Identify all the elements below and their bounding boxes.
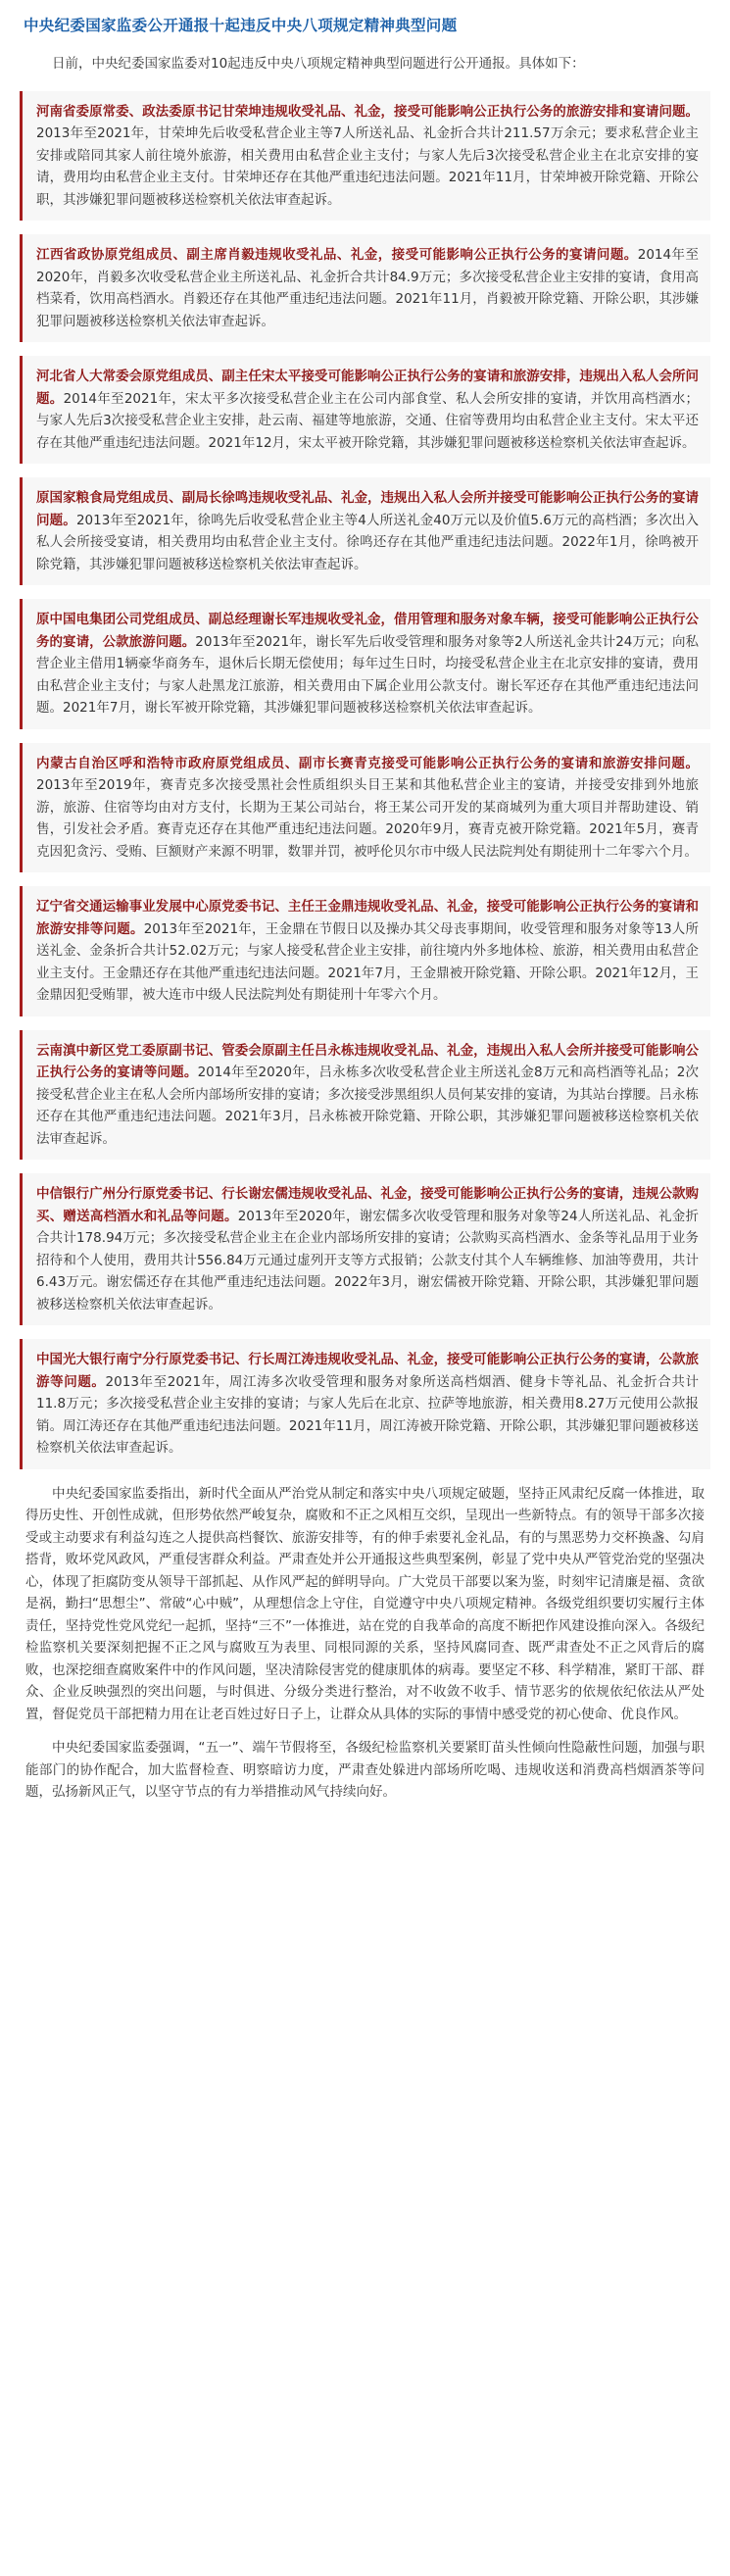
case-headline: 河南省委原常委、政法委原书记甘荣坤违规收受礼品、礼金，接受可能影响公正执行公务的旅游安排和宴请问题。	[36, 103, 699, 120]
case-text	[36, 1040, 699, 1151]
case-card-4	[20, 477, 710, 585]
intro-paragraph: 日前，中央纪委国家监委对10起违反中央八项规定精神典型问题进行公开通报。具体如下：	[52, 56, 585, 72]
case-headline: 中国光大银行南宁分行原党委书记、行长周江涛违规收受礼品、礼金，接受可能影响公正执行公务的宴请，公款旅游等问题。	[36, 1352, 699, 1390]
case-body: 2013年至2019年，赛青克多次接受黑社会性质组织头目王某和其他私营企业主的宴请，并接受安排到外地旅游，旅游、住宿等均由对方支付，长期为王某公司站台，将王某公司开发的某商城列为重大项目并帮助建设、销售，引发社会矛盾。赛青克还存在其他严重违纪违法问题。2020年9月，赛青克被开除党籍。2021年5月，赛青克因犯贪污、受贿、巨额财产来源不明罪，数罪并罚，被呼伦贝尔市中级人民法院判处有期徒刑十二年零六个月。	[36, 777, 699, 860]
closing-paragraph-1: 中央纪委国家监委指出，新时代全面从严治党从制定和落实中央八项规定破题，坚持正风肃纪反腐一体推进，取得历史性、开创性成就，但形势依然严峻复杂，腐败和不正之风相互交织，呈现出一些新特点。有的领导干部多次接受或主动要求有利益勾连之人提供高档餐饮、旅游安排等，有的伸手索要礼金礼品，有的与黑恶势力交杯换盏、勾肩搭背，败坏党风政风，严重侵害群众利益。严肃查处并公开通报这些典型案例，彰显了党中央从严管党治党的坚强决心，体现了拒腐防变从领导干部抓起、从作风严起的鲜明导向。广大党员干部要以案为鉴，时刻牢记清廉是福、贪欲是祸，勤扫“思想尘”、常破“心中贼”，从理想信念上守住，自觉遵守中央八项规定精神。各级党组织要切实履行主体责任，坚持党性党风党纪一起抓，坚持“三不”一体推进，站在党的自我革命的高度不断把作风建设推向深入。各级纪检监察机关要深刻把握不正之风与腐败互为表里、同根同源的关系，坚持风腐同查、既严肃查处不正之风背后的腐败，也深挖细查腐败案件中的作风问题，坚决清除侵害党的健康肌体的病毒。要坚定不移、科学精准，紧盯干部、群众、企业反映强烈的突出问题，与时俱进、分级分类进行整治，对不收敛不收手、情节恶劣的依规依纪依法从严处置，督促党员干部把精力用在让老百姓过好日子上，让群众从具体的实际的事情中感受党的初心使命、优良作风。	[25, 1485, 705, 1722]
case-headline: 辽宁省交通运输事业发展中心原党委书记、主任王金鼎违规收受礼品、礼金，接受可能影响公正执行公务的宴请和旅游安排等问题。	[36, 899, 699, 937]
case-headline: 原中国电集团公司党组成员、副总经理谢长军违规收受礼金，借用管理和服务对象车辆，接受可能影响公正执行公务的宴请，公款旅游问题。	[36, 612, 699, 650]
case-body: 2014年至2021年，宋太平多次接受私营企业主在公司内部食堂、私人会所安排的宴请，并饮用高档酒水；与家人先后3次接受私营企业主安排，赴云南、福建等地旅游，交通、住宿等费用均由私营企业主支付。宋太平还存在其他严重违纪违法问题。2021年12月，宋太平被开除党籍，其涉嫌犯罪问题被移送检察机关依法审查起诉。	[36, 390, 699, 451]
case-headline: 河北省人大常委会原党组成员、副主任宋太平接受可能影响公正执行公务的宴请和旅游安排，违规出入私人会所问题。	[36, 369, 699, 407]
case-body: 2014年至2020年，肖毅多次收受私营企业主所送礼品、礼金折合共计84.9万元；多次接受私营企业主安排的宴请，食用高档菜肴，饮用高档酒水。肖毅还存在其他严重违纪违法问题。2021年11月，肖毅被开除党籍、开除公职，其涉嫌犯罪问题被移送检察机关依法审查起诉。	[36, 247, 700, 329]
case-card-7	[20, 886, 710, 1016]
case-headline: 内蒙古自治区呼和浩特市政府原党组成员、副市长赛青克接受可能影响公正执行公务的宴请和旅游安排问题。	[36, 755, 699, 771]
case-text	[36, 753, 699, 864]
case-body: 2013年至2020年，谢宏儒多次收受管理和服务对象等24人所送礼品、礼金折合共计178.94万元；多次接受私营企业主在企业内部场所安排的宴请；公款购买高档酒水、金条等礼品用于业务招待和个人使用，费用共计556.84万元通过虚列开支等方式报销；公款支付其个人车辆维修、加油等费用，共计6.43万元。谢宏儒还存在其他严重违纪违法问题。2022年3月，谢宏儒被开除党籍、开除公职，其涉嫌犯罪问题被移送检察机关依法审查起诉。	[36, 1208, 699, 1313]
case-text	[36, 609, 699, 719]
case-card-10	[20, 1339, 710, 1469]
case-body: 2014年至2020年，吕永栋多次收受私营企业主所送礼金8万元和高档酒等礼品；2次接受私营企业主在私人会所内部场所安排的宴请；多次接受涉黑组织人员何某安排的宴请，为其站台撑腰。吕永栋还存在其他严重违纪违法问题。2021年3月，吕永栋被开除党籍、开除公职，其涉嫌犯罪问题被移送检察机关依法审查起诉。	[36, 1065, 699, 1147]
closing-paragraph-2: 中央纪委国家监委强调，“五一”、端午节假将至，各级纪检监察机关要紧盯苗头性倾向性隐蔽性问题，加强与职能部门的协作配合，加大监督检查、明察暗访力度，严肃查处躲进内部场所吃喝、违规收送和消费高档烟酒茶等问题，弘扬新风正气，以坚守节点的有力举措推动风气持续向好。	[25, 1740, 705, 1800]
case-card-1	[20, 91, 710, 222]
case-body: 2013年至2021年，甘荣坤先后收受私营企业主等7人所送礼品、礼金折合共计211.57万余元；要求私营企业主安排或陪同其家人前往境外旅游，相关费用由私营企业主支付；与家人先后3次接受私营企业主在北京安排的宴请，费用均由私营企业主支付。甘荣坤还存在其他严重违纪违法问题。2021年11月，甘荣坤被开除党籍、开除公职，其涉嫌犯罪问题被移送检察机关依法审查起诉。	[36, 125, 699, 208]
case-text	[36, 1183, 699, 1315]
article-title: 中央纪委国家监委公开通报十起违反中央八项规定精神典型问题	[24, 17, 458, 34]
case-headline: 江西省政协原党组成员、副主席肖毅违规收受礼品、礼金，接受可能影响公正执行公务的宴请问题。	[36, 247, 638, 263]
case-body: 2013年至2021年，周江涛多次收受管理和服务对象所送高档烟酒、健身卡等礼品、礼金折合共计11.8万元；多次接受私营企业主安排的宴请；与家人先后在北京、拉萨等地旅游，相关费用8.27万元使用公款报销。周江涛还存在其他严重违纪违法问题。2021年11月，周江涛被开除党籍、开除公职，其涉嫌犯罪问题被移送检察机关依法审查起诉。	[36, 1373, 699, 1456]
case-text	[36, 896, 699, 1007]
case-text	[36, 244, 699, 332]
case-body: 2013年至2021年，王金鼎在节假日以及操办其父母丧事期间，收受管理和服务对象等13人所送礼金、金条折合共计52.02万元；与家人接受私营企业主安排，前往境内外多地体检、旅游，相关费用由私营企业主支付。王金鼎还存在其他严重违纪违法问题。2021年7月，王金鼎被开除党籍、开除公职。2021年12月，王金鼎因犯受贿罪，被大连市中级人民法院判处有期徒刑十年零六个月。	[36, 920, 700, 1003]
case-card-6	[20, 743, 710, 873]
case-card-2	[20, 234, 710, 342]
case-headline: 云南滇中新区党工委原副书记、管委会原副主任吕永栋违规收受礼品、礼金，违规出入私人会所并接受可能影响公正执行公务的宴请等问题。	[36, 1042, 699, 1080]
case-card-5	[20, 599, 710, 729]
case-text	[36, 366, 699, 454]
case-headline: 原国家粮食局党组成员、副局长徐鸣违规收受礼品、礼金，违规出入私人会所并接受可能影响公正执行公务的宴请问题。	[36, 490, 699, 528]
case-text	[36, 1349, 699, 1460]
case-body: 2013年至2021年，谢长军先后收受管理和服务对象等2人所送礼金共计24万元；向私营企业主借用1辆豪华商务车，退休后长期无偿使用；每年过生日时，均接受私营企业主在北京安排的宴请，费用由私营企业主支付；与家人赴黑龙江旅游，相关费用由下属企业用公款支付。谢长军还存在其他严重违纪违法问题。2021年7月，谢长军被开除党籍，其涉嫌犯罪问题被移送检察机关依法审查起诉。	[36, 633, 699, 716]
case-text	[36, 487, 699, 575]
case-text	[36, 101, 699, 212]
case-card-8	[20, 1030, 710, 1161]
case-body: 2013年至2021年，徐鸣先后收受私营企业主等4人所送礼金40万元以及价值5.6万元的高档酒；多次出入私人会所接受宴请，相关费用均由私营企业主支付。徐鸣还存在其他严重违纪违法问题。2022年1月，徐鸣被开除党籍，其涉嫌犯罪问题被移送检察机关依法审查起诉。	[36, 512, 699, 572]
case-card-3	[20, 356, 710, 464]
case-headline: 中信银行广州分行原党委书记、行长谢宏儒违规收受礼品、礼金，接受可能影响公正执行公务的宴请，违规公款购买、赠送高档酒水和礼品等问题。	[36, 1186, 699, 1224]
case-card-9	[20, 1173, 710, 1325]
